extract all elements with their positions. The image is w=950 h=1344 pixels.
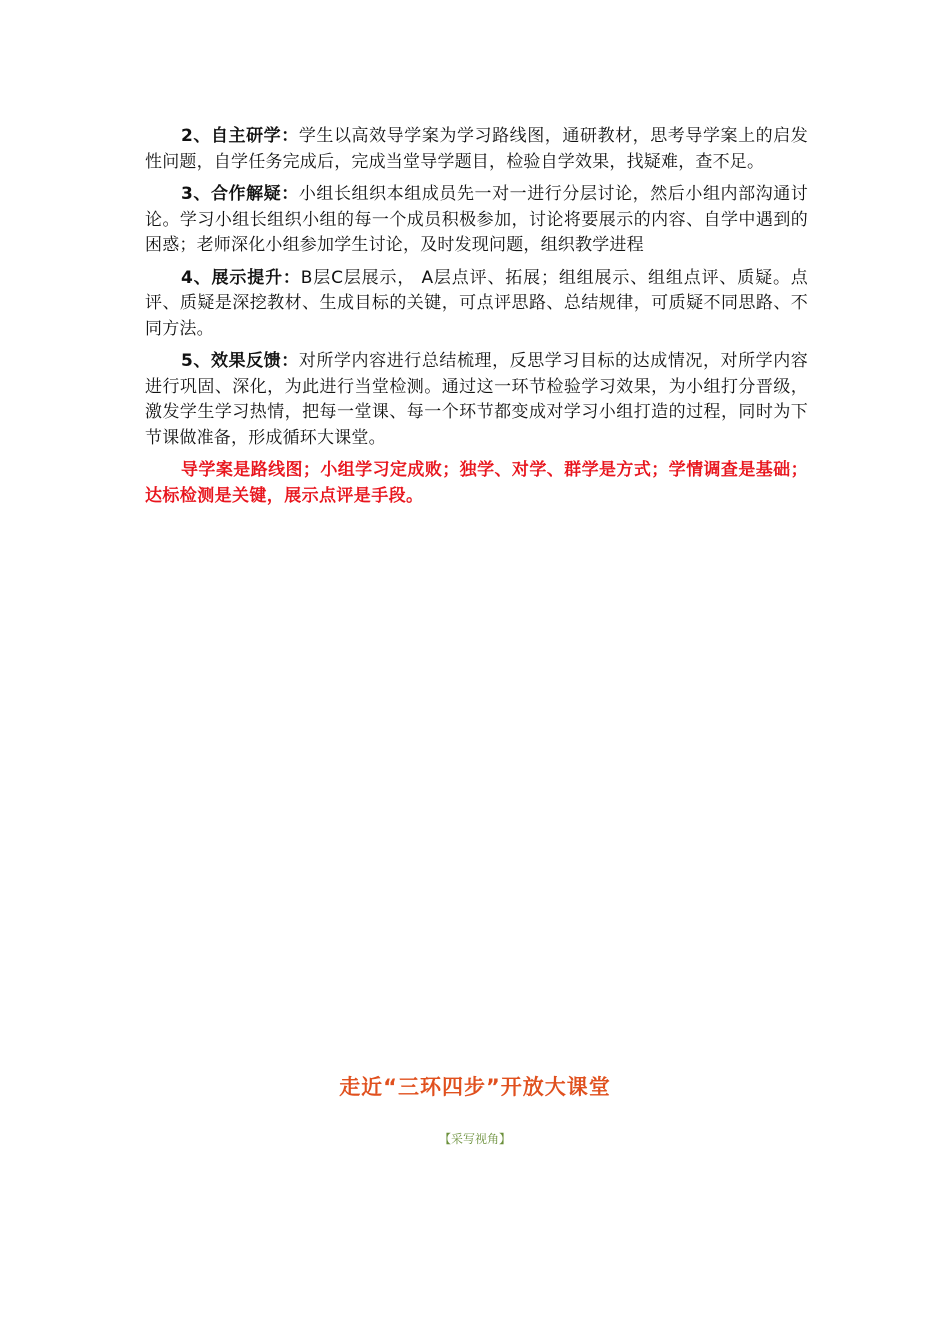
article-source-tag: 【采写视角】	[438, 1132, 511, 1146]
paragraph-text: 对所学内容进行总结梳理，反思学习目标的达成情况，对所学内容进行巩固、深化，为此进行当堂检测。通过这一环节检验学习效果，为小组打分晋级，激发学生学习热情，把每一堂课、每一个环节都变成对学习小组打造的过程，同时为下节课做准备，形成循环大课堂。	[145, 351, 808, 448]
paragraph-text: 学生以高效导学案为学习路线图，通研教材，思考导学案上的启发性问题，自学任务完成后，完成当堂导学题目，检验自学效果，找疑难，查不足。	[145, 126, 808, 172]
paragraph-heading: 合作解疑：	[210, 184, 299, 204]
paragraph-number: 3、	[181, 184, 211, 204]
article-title: 走近“三环四步”开放大课堂	[339, 1075, 611, 1099]
paragraph-heading: 效果反馈：	[210, 351, 299, 371]
paragraph-number: 2、	[181, 126, 211, 146]
paragraph-number: 4、	[181, 267, 212, 288]
document-body	[145, 124, 808, 516]
highlight-summary: 导学案是路线图；小组学习定成败；独学、对学、群学是方式；学情调查是基础；达标检测是关键，展示点评是手段。	[145, 460, 808, 506]
paragraph-cooperation	[145, 182, 808, 259]
paragraph-heading: 展示提升：	[211, 267, 301, 288]
paragraph-feedback	[145, 349, 808, 451]
paragraph-number: 5、	[181, 351, 211, 371]
paragraph-self-study	[145, 124, 808, 175]
paragraph-presentation	[145, 266, 808, 343]
paragraph-text: 小组长组织本组成员先一对一进行分层讨论，然后小组内部沟通讨论。学习小组长组织小组的每一个成员积极参加，讨论将要展示的内容、自学中遇到的困惑；老师深化小组参加学生讨论，及时发现问题，组织教学进程	[145, 184, 808, 255]
paragraph-heading: 自主研学：	[210, 126, 299, 146]
paragraph-text: B层C层展示， A层点评、拓展；组组展示、组组点评、质疑。点评、质疑是深挖教材、生成目标的关键，可点评思路、总结规律，可质疑不同思路、不同方法。	[145, 267, 809, 339]
